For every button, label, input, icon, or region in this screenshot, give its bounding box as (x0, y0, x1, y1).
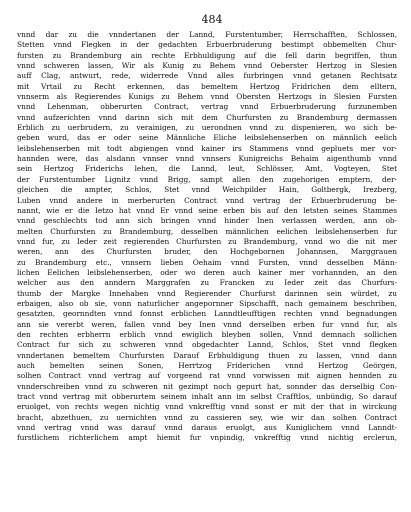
text-line: Erblich zu uerbrudern, zu verainigen, zu uerondnen vnnd zu dispenieren, wo sich be- (17, 123, 397, 133)
page-number: 484 (201, 13, 223, 26)
body-text (17, 30, 397, 444)
text-line: Stetten vnnd Flegken in der gedachten Erbuerbruderung bestimpt obbemelten Chur- (17, 40, 397, 50)
text-line: lichen Eelichen leibslehenserben, oder wo deren auch kainer mer vorhannden, an den (17, 267, 397, 277)
text-line: Contract fur sich zu schweren vnnd obgedachter Lannd, Schlos, Stet vnnd flegken (17, 340, 397, 350)
text-line: vnnd vertrag vnnd was darauf vnnd daraus eruolgt, aus Kuniglichem vnnd Lanndt- (17, 423, 397, 433)
text-line: vnnderschreiben vnnd zu schweren nit gezimpt noch gepurt hat, sonnder das derselbig Con- (17, 381, 397, 391)
text-line: hannden were, das alsdann vnnser vnnd vnnsers Kunigreichs Behaim aigenthumb vnnd (17, 154, 397, 164)
text-line: auff Clag, antwurt, rede, widerrede Vnnd alles furbringen vnnd getanen Rechtsatz (17, 71, 397, 81)
text-line: weren, ann des Churfursten bruder, den Hochgebornen Johannsen, Marggrauen (17, 247, 397, 257)
text-line: solhen Contract vnnd vertrag auf vorgeend rat vnnd vorwissen mit aignen hennden zu (17, 371, 397, 381)
text-line: gleichen die ampter, Schlos, Stet vnnd Weichpilder Hain, Goltbergk, Irezberg, (17, 185, 397, 195)
text-line: sein Hertzog Friderichs lehen, die Lannd, leut, Schlösser, Amt, Vogteyen, Stet (17, 164, 397, 174)
text-line: gesatzten, geornndten vnnd fonnst erblichen Lanndtleufftigen rechten vnnd begnadungen (17, 309, 397, 319)
text-line: auch bemelten seinen Sonen, Herrtzog Friderichen vnnd Hertzog Geörgen, (17, 361, 397, 370)
text-line: fursten zu Brandemburg ain rechte Erbhuldigung auf die fell darin begriffen, thun (17, 50, 397, 60)
text-line: welcher aus den anndern Marggrafen zu Francken zu Ieder zeit das Churfurs- (17, 278, 397, 288)
text-line: nannt, wie er die Ietzo hat vnnd Er vnnd seine erben bis auf den letsten seines Stammes (17, 205, 397, 215)
text-line: zu Brandemburg etc., vnnsern lieben Oehaim vnnd Fursten, vnnd desselben Männ- (17, 257, 397, 267)
text-line: vnndertanen bemeltem Churfursten Darauf Erbhuldigung thuen zu lassen, vnnd dann (17, 350, 397, 360)
text-line: mit Vrtail zu Recht erkennen, das bemeltem Hertzog Fridrichen dem elltern, (17, 81, 397, 91)
text-line: ann sie vererbt weren, fallen vnnd bey Inen vnnd derselben erben fur vnnd fur, als (17, 319, 397, 329)
text-line: tract vnnd vertrag mit obberurtem seinem inhalt ann im selbst Crafftlos, unbündig, So darauf (17, 392, 397, 402)
text-line: vnnd Lehenman, obberurten Contract, vertrag vnnd Erbuerbruderung furzunemben (17, 102, 397, 112)
text-line: der Furstentumber Lignitz vnnd Brigg, sampt allen den zugehorigen emptern, der- (17, 174, 397, 184)
text-line: Luben vnnd andere in merberurten Contract vnnd vertrag der Erbuerbruderung be- (17, 195, 397, 205)
text-line: erbaigen, also ob sie, vonn naturlicher angepornner Sipschafft, nach gemainem beschriben, (17, 298, 397, 308)
text-line: vnnd schweren lassen, Wir als Kunig zu Behem vnnd Oeberster Hertzog in Slesien (17, 61, 397, 71)
text-line: geben wurd, das er oder seine Männliche Eliche leibslehenserben on männlich eelich (17, 133, 397, 143)
text-line: furstlichem richterlichem ampt hiemit fur vnpindig, vnkrefftig vnnd nichtig erclerun, (17, 433, 397, 443)
text-line: bracht, abzethuen, zu uernichten vnnd zu cassieren sey, wie wir dan solhen Contract (17, 412, 397, 422)
text-line: vnnd geschlechts tod ann sich bringen vnnd hinder Inen verlassen werden, ann ob- (17, 216, 397, 226)
text-line: vnnd fur, zu Ieder zeit regierenden Churfursten zu Brandemburg, vnnd wo die nit mer (17, 236, 397, 246)
text-line: vnnd aufzerichten vnnd darinn sich mit dem Churfursten zu Brandemburg dermassen (17, 112, 397, 122)
text-line: melten Churfursten zu Brandemburg, desselben männlichen eelichen leibslehenserben fur (17, 226, 397, 236)
text-line: leibslehenserben mit todt abgiengen vnnd kainer irs Stammens vnnd gepluets mer vor- (17, 143, 397, 153)
text-line: thumb der Margke Innehaben vnnd Regierender Churfurst darinnen sein würdet, zu (17, 288, 397, 298)
text-line: vnnserm als Regierendes Kunigs zu Behem vnnd Obersten Hertzogs in Slesien Fursten (17, 92, 397, 102)
text-line: eruolget, von rechts wegen nichtig vnnd vnkrefftig vnnd sonst er mit der that in wirckung (17, 402, 397, 412)
text-line: vnnd dar zu die vnndertanen der Lannd, Furstentumber, Herrschafften, Schlossen, (17, 30, 397, 39)
text-line: den rechten erbherrn erblich vnnd ewiglich bleyben sollen, Vnnd demnach sollichen (17, 329, 397, 339)
